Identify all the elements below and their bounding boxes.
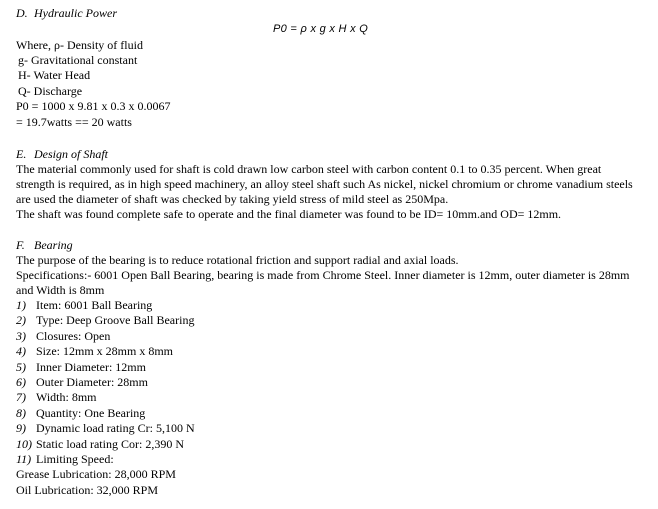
section-title: Design of Shaft xyxy=(34,147,108,161)
list-number: 3) xyxy=(16,328,26,343)
bearing-purpose-paragraph: The purpose of the bearing is to reduce rotational friction and support radial and axial loads. xyxy=(16,253,459,267)
section-letter: D. xyxy=(16,6,28,20)
discharge-line: Q- Discharge xyxy=(18,84,83,98)
list-item xyxy=(16,344,195,359)
list-item-text: Quantity: One Bearing xyxy=(36,405,146,420)
section-letter: F. xyxy=(16,238,25,252)
list-number: 9) xyxy=(16,421,26,436)
list-item xyxy=(16,437,195,452)
power-result-line: = 19.7watts == 20 watts xyxy=(16,115,132,129)
section-letter: E. xyxy=(16,147,27,161)
list-item-text: Dynamic load rating Cr: 5,100 N xyxy=(36,421,195,436)
list-item-text: Outer Diameter: 28mm xyxy=(36,375,148,390)
list-item xyxy=(16,406,195,421)
oil-lubrication-line: Oil Lubrication: 32,000 RPM xyxy=(16,482,158,497)
shaft-material-paragraph: The material commonly used for shaft is cold drawn low carbon steel with carbon content 0.1 to 0.35 percent. When great strength is required, as in high speed machinery, an alloy steel shaft such As nickel, nickel chromium or chrome vanadium steels are used the diameter of shaft was checked by taking yield stress of mild steel as 250Mpa. xyxy=(16,162,633,206)
shaft-result-paragraph: The shaft was found complete safe to operate and the final diameter was found to be ID= 10mm.and OD= 12mm. xyxy=(16,207,562,221)
grease-lubrication-line: Grease Lubrication: 28,000 RPM xyxy=(16,467,176,482)
list-item-text: Limiting Speed: xyxy=(36,452,114,467)
water-head-line: H- Water Head xyxy=(18,68,91,82)
section-heading-design-of-shaft xyxy=(16,147,108,162)
list-item-text: Item: 6001 Ball Bearing xyxy=(36,298,153,312)
section-title: Bearing xyxy=(34,238,73,252)
list-number: 10) xyxy=(16,436,32,451)
list-number: 1) xyxy=(16,298,26,312)
list-item xyxy=(16,298,195,313)
section-heading-hydraulic-power xyxy=(16,6,117,21)
where-density-line: Where, ρ- Density of fluid xyxy=(16,38,143,52)
list-number: 8) xyxy=(16,405,26,420)
list-item xyxy=(16,390,195,405)
list-item-text: Type: Deep Groove Ball Bearing xyxy=(36,313,195,328)
gravitational-constant-line: g- Gravitational constant xyxy=(18,53,138,67)
bearing-details-list xyxy=(16,298,195,498)
list-item-text: Inner Diameter: 12mm xyxy=(36,359,146,374)
section-heading-bearing xyxy=(16,238,73,253)
list-number: 11) xyxy=(16,452,32,467)
list-item xyxy=(16,360,195,375)
list-item xyxy=(16,375,195,390)
hydraulic-power-formula: P0 = ρ x g x H x Q xyxy=(273,23,369,35)
list-number: 4) xyxy=(16,344,26,359)
list-number: 7) xyxy=(16,390,26,405)
list-item-text: Static load rating Cor: 2,390 N xyxy=(36,436,184,451)
list-item-text: Width: 8mm xyxy=(36,390,97,405)
list-item-text: Closures: Open xyxy=(36,328,111,343)
list-number: 6) xyxy=(16,375,26,390)
bearing-specifications-paragraph: Specifications:- 6001 Open Ball Bearing, bearing is made from Chrome Steel. Inner diameter is 12mm, outer diameter is 28mm and Width is 8mm xyxy=(16,268,630,297)
list-item xyxy=(16,313,195,328)
list-number: 5) xyxy=(16,359,26,374)
section-title: Hydraulic Power xyxy=(34,6,117,20)
power-calculation-line: P0 = 1000 x 9.81 x 0.3 x 0.0067 xyxy=(16,99,171,113)
list-number: 2) xyxy=(16,313,26,328)
list-item-text: Size: 12mm x 28mm x 8mm xyxy=(36,344,173,359)
list-item xyxy=(16,329,195,344)
list-item xyxy=(16,421,195,436)
list-item xyxy=(16,452,195,467)
